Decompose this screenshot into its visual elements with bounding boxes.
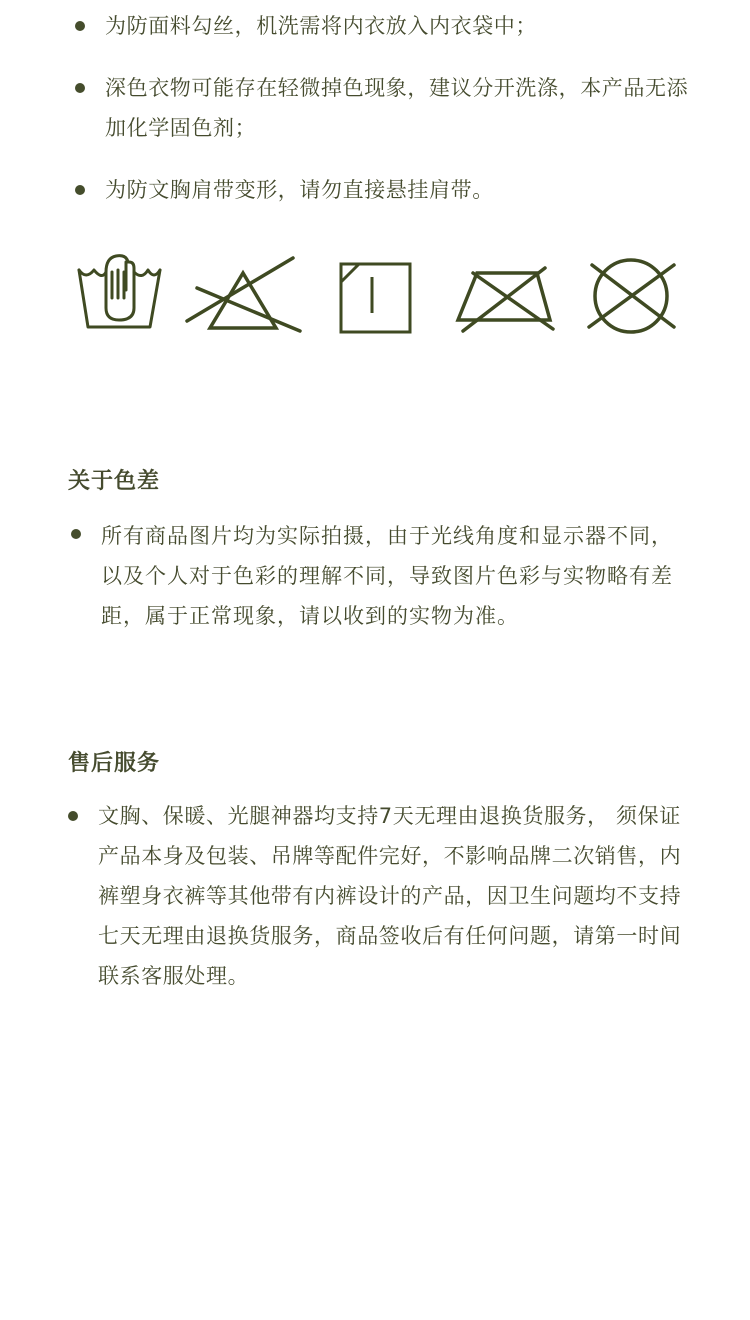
care-note-text: 深色衣物可能存在轻微掉色现象，建议分开洗涤，本产品无添加化学固色剂；: [105, 76, 689, 140]
color-difference-text: 所有商品图片均为实际拍摄，由于光线角度和显示器不同，以及个人对于色彩的理解不同，导致图片色彩与实物略有差距，属于正常现象，请以收到的实物为准。: [101, 524, 673, 628]
list-item: [0, 796, 750, 1006]
hand-wash-icon: [76, 250, 166, 335]
after-sales-text: 文胸、保暖、光腿神器均支持7天无理由退换货服务， 须保证产品本身及包装、吊牌等配件完好，不影响品牌二次销售，内裤塑身衣裤等其他带有内裤设计的产品，因卫生问题均不支持七天无理由退换货服务，商品签收后有任何问题，请第一时间联系客服处理。: [98, 804, 682, 988]
bullet-icon: [75, 83, 85, 93]
no-iron-icon: [455, 263, 555, 335]
bullet-icon: [75, 185, 85, 195]
list-item: [0, 170, 750, 214]
bullet-icon: [75, 21, 85, 31]
no-bleach-icon: [185, 255, 305, 335]
no-tumble-dry-icon: [586, 257, 678, 335]
line-dry-icon: [338, 261, 414, 335]
section-title-after-sales: 售后服务: [68, 751, 161, 776]
list-item: [0, 0, 750, 50]
list-item: [0, 516, 750, 646]
bullet-icon: [71, 529, 81, 539]
care-note-text: 为防面料勾丝，机洗需将内衣放入内衣袋中；: [105, 14, 537, 38]
list-item: [0, 68, 750, 152]
section-title-color-difference: 关于色差: [68, 469, 161, 494]
care-note-text: 为防文胸肩带变形，请勿直接悬挂肩带。: [105, 178, 494, 202]
bullet-icon: [68, 811, 78, 821]
care-symbols-row: [0, 245, 750, 345]
